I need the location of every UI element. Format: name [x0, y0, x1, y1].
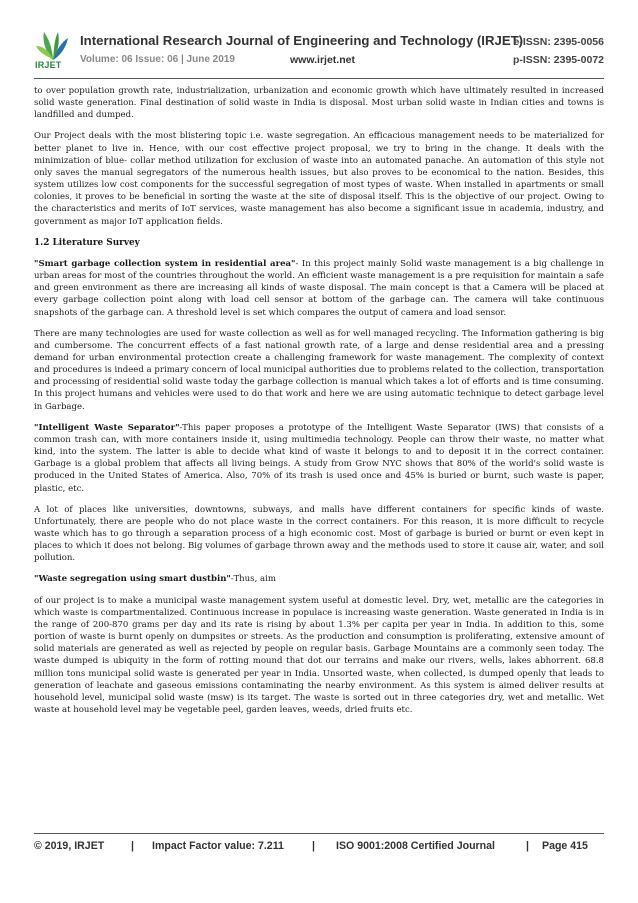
- iso-certification: ISO 9001:2008 Certified Journal: [336, 840, 495, 852]
- article-body: [34, 85, 604, 725]
- footer-separator: |: [526, 840, 529, 852]
- page-number: Page 415: [542, 840, 588, 852]
- p-issn: p-ISSN: 2395-0072: [512, 54, 604, 66]
- literature-text: -Thus, aim: [230, 574, 276, 585]
- literature-title: "Intelligent Waste Separator": [34, 422, 180, 433]
- e-issn: e-ISSN: 2395-0056: [513, 36, 604, 48]
- literature-text: -This paper proposes a prototype of the Intelligent Waste Separator (IWS) that consists of a common trash can, with more containers inside it, using multimedia technology. People can throw their waste, no matter what kind, into the system. The latter is able to decide what kind of waste it belongs to and to deposit it in the correct container. Garbage is a global problem that affects all living beings. A study from Grow NYC shows that 80% of the world's solid waste is produced in the United States of America. Also, 70% of its trash is used once and 45% is buried or burnt, such waste is paper, plastic, etc.: [34, 422, 604, 494]
- copyright: © 2019, IRJET: [34, 840, 105, 852]
- impact-factor: Impact Factor value: 7.211: [152, 840, 284, 852]
- literature-title: "Smart garbage collection system in residential area": [34, 258, 296, 269]
- footer-separator: |: [312, 840, 315, 852]
- page-footer: [34, 840, 604, 856]
- header-divider: [34, 78, 604, 79]
- paragraph: A lot of places like universities, downtowns, subways, and malls have different containers for specific kinds of waste. Unfortunately, there are people who do not place waste in the correct containers. For this reason, it is more difficult to recycle waste which has to go through a separation process of a high economic cost. Most of garbage is buried or burnt or even kept in places to which it does not belong. Big volumes of garbage thrown away and the methods used to store it cause air, water, and soil pollution.: [34, 504, 604, 564]
- literature-text: - In this project mainly Solid waste management is a big challenge in urban areas for most of the countries throughout the world. An efficient waste management is a pre requisition for maintain a safe and green environment as there are increasing all kinds of waste disposal. The main concept is that a Camera will be placed at every garbage collection point along with load cell sensor at bottom of the garbage can. The camera will take continuous snapshots of the garbage can. A threshold level is set which compares the output of camera and load sensor.: [34, 258, 604, 318]
- literature-item: [34, 422, 604, 495]
- journal-website: www.irjet.net: [290, 54, 355, 66]
- paragraph: There are many technologies are used for waste collection as well as for well managed recycling. The Information gathering is big and cumbersome. The concurrent effects of a fast national growth rate, of a large and dense residential area and a pressing demand for urban environmental protection create a challenging framework for waste management. The complexity of context and procedures is indeed a primary concern of local municipal authorities due to problems related to the collection, transportation and processing of residential solid waste today the garbage collection is manual which takes a lot of efforts and is time consuming. In this project humans and vehicles were used to do that work and here we are using automatic technique to detect garbage level in Garbage.: [34, 328, 604, 412]
- paragraph: to over population growth rate, industrialization, urbanization and economic growth which have ultimately resulted in increased solid waste generation. Final destination of solid waste in India is disposal. Most urban solid waste in Indian cities and towns is landfilled and dumped.: [34, 86, 604, 121]
- paragraph: of our project is to make a municipal waste management system useful at domestic level. Dry, wet, metallic are the categories in which waste is compartmentalized. Continuous increase in populace is increasing waste generation. Waste generated in India is in the range of 200-870 grams per day and its rate is rising by about 1.3% per capita per year in India. In addition to this, some portion of waste is burnt openly on dumpsites or streets. As the production and consumption is proliferating, extensive amount of solid materials are generated as well as rejected by people on regular basis. Garbage Mountains are a commonly seen today. The waste dumped is ubiquity in the form of rotting mound that dot our terrains and make our rivers, wells, lakes abhorrent. 68.8 million tons municipal solid waste is generated per year in India. Unsorted waste, when collected, is dumped openly that leads to generation of leachate and gaseous emissions contaminating the nearby environment. As this system is aimed deliver results at household level, municipal solid waste (msw) is its target. The waste is sorted out in three categories dry, wet and metallic. Wet waste at household level may be vegetable peel, garden leaves, weeds, dried fruits etc.: [34, 595, 604, 716]
- journal-title: International Research Journal of Engineering and Technology (IRJET): [80, 33, 524, 48]
- volume-issue: Volume: 06 Issue: 06 | June 2019: [80, 54, 235, 65]
- paragraph: Our Project deals with the most blistering topic i.e. waste segregation. An efficacious management needs to be materialized for better planet to live in. Hence, with our cost effective project proposal, we try to bring in the change. It deals with the minimization of blue- collar method utilization for exclusion of waste into an automated panache. An automation of this style not only saves the manual segregators of the numerous health issues, but also proves to be economical to the nation. Besides, this system utilizes low cost components for the successful segregation of most types of waste. When installed in apartments or small colonies, it proves to be beneficial in sorting the waste at the site of disposal itself. This is the objective of our project. Owing to the characteristics and merits of IoT services, waste management has also become a significant issue in academia, industry, and government as major IoT application fields.: [34, 131, 604, 227]
- footer-divider: [34, 833, 604, 834]
- literature-item: [34, 258, 604, 319]
- footer-separator: |: [131, 840, 134, 852]
- section-heading: 1.2 Literature Survey: [34, 237, 140, 248]
- literature-item: [34, 573, 604, 585]
- irjet-logo: [34, 30, 72, 72]
- page-header: [34, 30, 604, 74]
- leaf-logo-icon: [34, 30, 72, 62]
- logo-text: IRJET: [35, 60, 62, 70]
- literature-title: "Waste segregation using smart dustbin": [34, 574, 231, 585]
